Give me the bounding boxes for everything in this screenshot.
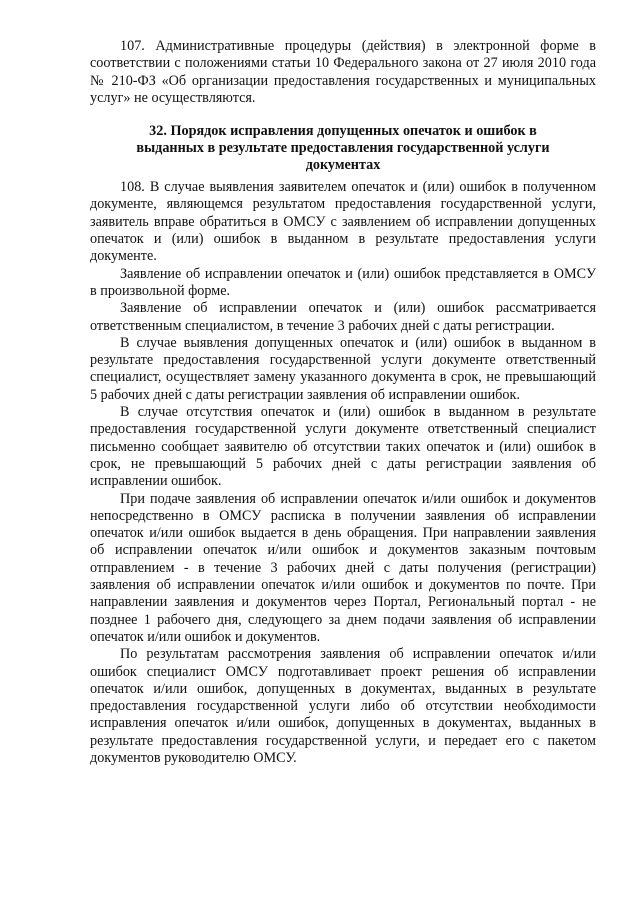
paragraph-107: 107. Административные процедуры (действия) в электронной форме в соответствии с положениями статьи 10 Федерального закона от 27 июля 2010 года № 210-ФЗ «Об организации предоставления государственных и муниципальных услуг» не осуществляются. bbox=[90, 38, 596, 106]
paragraph-submission-receipt: При подаче заявления об исправлении опечаток и/или ошибок и документов непосредственно в ОМСУ расписка в получении заявления об исправлении опечаток и/или ошибок выдается в день обращения. При направлении заявления об исправлении опечаток и/или ошибок и документов заказным почтовым отправлением - в течение 3 рабочих дней с даты получения (регистрации) заявления об исправлении опечаток и/или ошибок и документов по почте. При направлении заявления и документов через Портал, Региональный портал - не позднее 1 рабочего дня, следующего за днем подачи заявления об исправлении опечаток и/или ошибок и документов. bbox=[90, 490, 596, 645]
paragraph-application-form: Заявление об исправлении опечаток и (или) ошибок представляется в ОМСУ в произвольной форме. bbox=[90, 265, 596, 299]
paragraph-application-review: Заявление об исправлении опечаток и (или) ошибок рассматривается ответственным специалистом, в течение 3 рабочих дней с даты регистрации. bbox=[90, 300, 596, 334]
paragraph-errors-found: В случае выявления допущенных опечаток и (или) ошибок в выданном в результате предоставления государственной услуги документе ответственный специалист, осуществляет замену указанного документа в срок, не превышающий 5 рабочих дней с даты регистрации заявления об исправлении ошибок. bbox=[90, 334, 596, 403]
paragraph-108: 108. В случае выявления заявителем опечаток и (или) ошибок в полученном документе, являющемся результатом предоставления государственной услуги, заявитель вправе обратиться в ОМСУ с заявлением об исправлении допущенных опечаток и (или) ошибок в выданном в результате предоставления услуги документе. bbox=[90, 179, 596, 265]
document-page bbox=[90, 38, 596, 767]
section-heading-32: 32. Порядок исправления допущенных опечаток и ошибок в выданных в результате предоставления государственной услуги документах bbox=[136, 123, 550, 174]
paragraph-review-result: По результатам рассмотрения заявления об исправлении опечаток и/или ошибок специалист ОМСУ подготавливает проект решения об исправлении опечаток и/или ошибок, допущенных в документах, выданных в результате предоставления государственной услуги либо об отсутствии необходимости исправления опечаток и/или ошибок, допущенных в документах, выданных в результате предоставления государственной услуги, и передает его с пакетом документов руководителю ОМСУ. bbox=[90, 646, 596, 766]
paragraph-errors-absent: В случае отсутствия опечаток и (или) ошибок в выданном в результате предоставления государственной услуги документе ответственный специалист письменно сообщает заявителю об отсутствии таких опечаток и (или) ошибок в срок, не превышающий 5 рабочих дней с даты регистрации заявления об исправлении ошибок. bbox=[90, 404, 596, 490]
